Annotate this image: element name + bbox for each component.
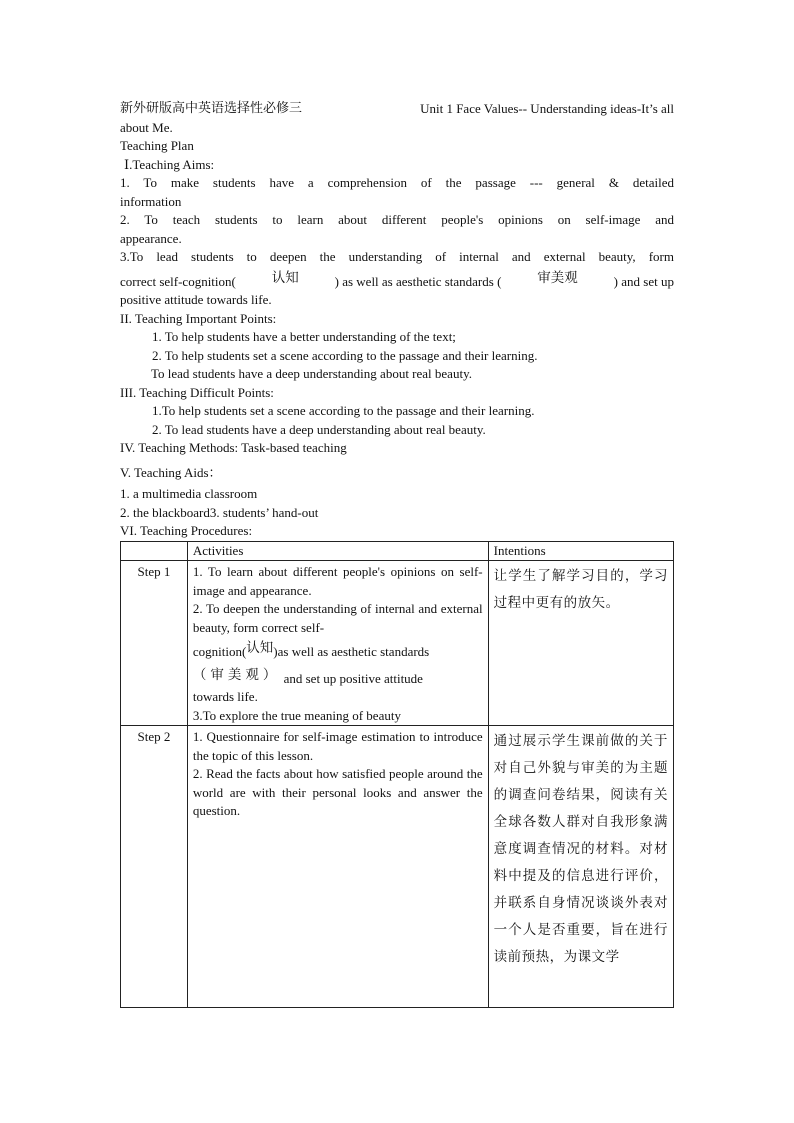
step-2-intention-text: 通过展示学生课前做的关于对自己外貌与审美的为主题的调查问卷结果，阅读有关全球各数人群对自我形象满意度调查情况的材料。对材料中提及的信息进行评价，并联系自身情况谈谈外表对一个人是否重要，旨在进行读前预热，为课文学: [493, 733, 668, 965]
title-continuation: about Me.: [120, 119, 173, 135]
aim-3-cn-cognition: 认知: [271, 269, 299, 286]
step-1-activity-2-cont2: [192, 666, 483, 689]
step-1-activities: [187, 561, 488, 726]
aim-2-line-2: appearance.: [120, 230, 182, 246]
step-2-activities: [187, 726, 488, 1008]
important-heading: II. Teaching Important Points:: [120, 310, 277, 326]
step-1-intention-text: 让学生了解学习目的，学习过程中更有的放矢。: [493, 568, 668, 611]
difficult-heading: III. Teaching Difficult Points:: [120, 384, 274, 400]
step-2-activity-2: 2. Read the facts about how satisfied people around the world are with their personal looks and answer the question.: [192, 766, 483, 818]
aim-3-text-c: ) and set up: [613, 273, 674, 289]
header-cell-intentions: Intentions: [488, 541, 673, 561]
step-2-label: Step 2: [121, 726, 188, 1008]
step-1-intention: [488, 561, 673, 726]
title-chinese: 新外研版高中英语选择性必修三: [120, 101, 303, 116]
aids-item-1: 1. a multimedia classroom: [120, 486, 258, 501]
step-1-activity-2-cont: [192, 640, 483, 662]
aim-3-line-2: [120, 269, 674, 292]
aim-1-line-2: information: [120, 193, 182, 209]
header-cell-activities: Activities: [187, 541, 488, 561]
aim-3-text-b: ) as well as aesthetic standards (: [334, 273, 502, 289]
step-1-cognition-pre: cognition(: [192, 644, 247, 659]
step-1-label: Step 1: [121, 561, 188, 726]
table-row: [121, 726, 674, 1008]
aim-3-cn-aesthetic: 审美观: [537, 269, 578, 286]
step-1-activity-2-end: towards life.: [192, 689, 258, 704]
step-2-activity-1: 1. Questionnaire for self-image estimation to introduce the topic of this lesson.: [192, 729, 483, 763]
step-1-activity-1: 1. To learn about different people's opinions on self-image and appearance.: [192, 564, 483, 598]
plan-title: Teaching Plan: [120, 138, 194, 153]
title-english: Unit 1 Face Values-- Understanding ideas-It’s all: [420, 101, 674, 116]
aim-2-line-1: 2. To teach students to learn about different people's opinions on self-image and: [120, 212, 674, 227]
step-1-cn-aesthetic: （审美观）: [192, 666, 281, 683]
table-header-row: [121, 541, 674, 561]
procedures-table: [120, 541, 674, 1009]
header-cell-step: [121, 541, 188, 561]
step-1-cn-cognition: 认知: [246, 640, 274, 656]
aids-heading: V. Teaching Aids：: [120, 464, 222, 480]
step-1-activity-2: 2. To deepen the understanding of internal and external beauty, form correct self-: [192, 601, 483, 635]
aims-heading: Ⅰ.Teaching Aims:: [124, 156, 215, 172]
document-title: [120, 100, 674, 119]
step-1-aesthetic-post: and set up positive attitude: [280, 670, 423, 686]
step-1-activity-3: 3.To explore the true meaning of beauty: [192, 707, 401, 723]
table-row: [121, 561, 674, 726]
step-2-intention: [488, 726, 673, 1008]
difficult-point-2: 2. To lead students have a deep understanding about real beauty.: [152, 421, 486, 437]
aim-3-line-1: 3.To lead students to deepen the understanding of internal and external beauty, form: [120, 249, 674, 264]
aim-3-text-a: correct self-cognition(: [120, 273, 236, 289]
important-point-1: 1. To help students have a better understanding of the text;: [152, 329, 456, 344]
document-page: [120, 98, 674, 1008]
aids-item-2: 2. the blackboard3. students’ hand-out: [120, 504, 319, 520]
important-point-2: 2. To help students set a scene according to the passage and their learning.: [152, 347, 538, 363]
difficult-point-1: 1.To help students set a scene according to the passage and their learning.: [152, 403, 535, 418]
aim-3-line-3: positive attitude towards life.: [120, 292, 272, 307]
important-point-3: To lead students have a deep understanding about real beauty.: [151, 366, 472, 381]
aim-1-line-1: 1. To make students have a comprehension of the passage --- general & detailed: [120, 175, 674, 190]
step-1-cognition-post: )as well as aesthetic standards: [273, 644, 430, 659]
procedures-heading: VI. Teaching Procedures:: [120, 523, 253, 538]
methods-line: IV. Teaching Methods: Task-based teaching: [120, 440, 347, 455]
